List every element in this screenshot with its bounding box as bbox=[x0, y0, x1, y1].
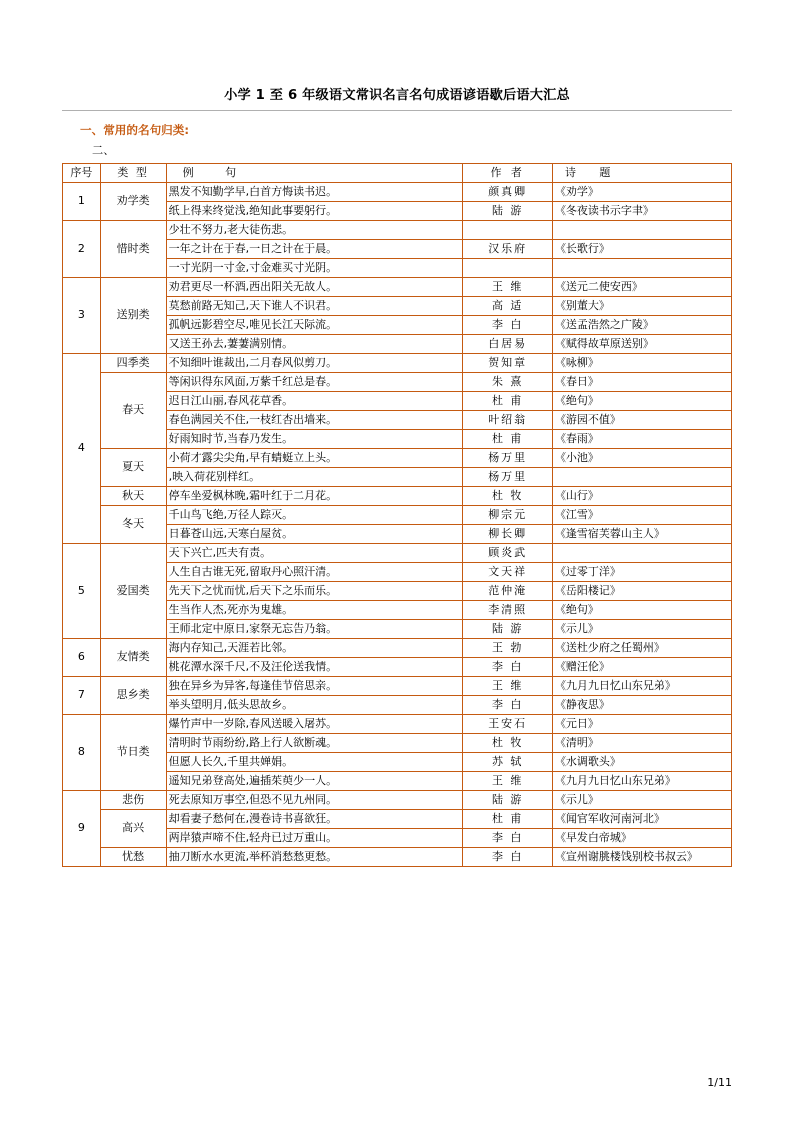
cell-type: 送别类 bbox=[100, 278, 166, 354]
sub-heading: 二、 bbox=[92, 144, 115, 158]
cell-sentence: 孤帆远影碧空尽,唯见长江天际流。 bbox=[166, 316, 463, 335]
cell-sentence: 停车坐爱枫林晚,霜叶红于二月花。 bbox=[166, 487, 463, 506]
table-row bbox=[63, 183, 732, 202]
cell-sentence: 迟日江山丽,春风花草香。 bbox=[166, 392, 463, 411]
cell-poem: 《长歌行》 bbox=[552, 240, 731, 259]
cell-author: 朱 熹 bbox=[463, 373, 553, 392]
cell-author: 柳长卿 bbox=[463, 525, 553, 544]
cell-poem: 《逢雪宿芙蓉山主人》 bbox=[552, 525, 731, 544]
cell-poem: 《元日》 bbox=[552, 715, 731, 734]
cell-author: 李 白 bbox=[463, 316, 553, 335]
column-header-type: 类 型 bbox=[100, 164, 166, 183]
table-row bbox=[63, 487, 732, 506]
cell-no: 5 bbox=[63, 544, 101, 639]
cell-author: 李 白 bbox=[463, 829, 553, 848]
cell-poem: 《早发白帝城》 bbox=[552, 829, 731, 848]
cell-author: 李 白 bbox=[463, 848, 553, 867]
cell-author: 范仲淹 bbox=[463, 582, 553, 601]
cell-poem: 《岳阳楼记》 bbox=[552, 582, 731, 601]
table-row bbox=[63, 848, 732, 867]
cell-sentence: 纸上得来终觉浅,绝知此事要躬行。 bbox=[166, 202, 463, 221]
cell-sentence: 清明时节雨纷纷,路上行人欲断魂。 bbox=[166, 734, 463, 753]
cell-sentence: 人生自古谁无死,留取丹心照汗清。 bbox=[166, 563, 463, 582]
cell-author: 杨万里 bbox=[463, 449, 553, 468]
cell-poem: 《水调歌头》 bbox=[552, 753, 731, 772]
cell-author: 颜真卿 bbox=[463, 183, 553, 202]
cell-poem: 《九月九日忆山东兄弟》 bbox=[552, 772, 731, 791]
cell-author: 王 维 bbox=[463, 677, 553, 696]
cell-sentence: 劝君更尽一杯酒,西出阳关无故人。 bbox=[166, 278, 463, 297]
cell-sentence: 春色满园关不住,一枝红杏出墙来。 bbox=[166, 411, 463, 430]
cell-sentence: 一年之计在于春,一日之计在于晨。 bbox=[166, 240, 463, 259]
cell-no: 7 bbox=[63, 677, 101, 715]
table-row bbox=[63, 449, 732, 468]
cell-sentence: 抽刀断水水更流,举杯消愁愁更愁。 bbox=[166, 848, 463, 867]
cell-author: 王安石 bbox=[463, 715, 553, 734]
cell-type: 思乡类 bbox=[100, 677, 166, 715]
cell-author: 贺知章 bbox=[463, 354, 553, 373]
table-row bbox=[63, 221, 732, 240]
cell-poem: 《送元二使安西》 bbox=[552, 278, 731, 297]
cell-sentence: 两岸猿声啼不住,轻舟已过万重山。 bbox=[166, 829, 463, 848]
cell-type: 夏天 bbox=[100, 449, 166, 487]
cell-poem: 《示儿》 bbox=[552, 791, 731, 810]
cell-sentence: 海内存知己,天涯若比邻。 bbox=[166, 639, 463, 658]
cell-poem bbox=[552, 221, 731, 240]
cell-poem bbox=[552, 259, 731, 278]
cell-author: 杜 甫 bbox=[463, 392, 553, 411]
cell-poem: 《山行》 bbox=[552, 487, 731, 506]
cell-author: 李清照 bbox=[463, 601, 553, 620]
cell-type: 忧愁 bbox=[100, 848, 166, 867]
cell-type: 冬天 bbox=[100, 506, 166, 544]
cell-sentence: 但愿人长久,千里共婵娟。 bbox=[166, 753, 463, 772]
cell-poem: 《静夜思》 bbox=[552, 696, 731, 715]
table-row bbox=[63, 544, 732, 563]
cell-sentence: 又送王孙去,萋萋满别情。 bbox=[166, 335, 463, 354]
column-header-sentence: 例 句 bbox=[166, 164, 463, 183]
cell-poem bbox=[552, 544, 731, 563]
cell-poem: 《闻官军收河南河北》 bbox=[552, 810, 731, 829]
famous-sentences-table bbox=[62, 163, 732, 867]
cell-type: 劝学类 bbox=[100, 183, 166, 221]
cell-type: 惜时类 bbox=[100, 221, 166, 278]
cell-type: 爱国类 bbox=[100, 544, 166, 639]
cell-poem: 《劝学》 bbox=[552, 183, 731, 202]
table-row bbox=[63, 506, 732, 525]
table-header-row bbox=[63, 164, 732, 183]
cell-poem: 《送杜少府之任蜀州》 bbox=[552, 639, 731, 658]
cell-poem: 《小池》 bbox=[552, 449, 731, 468]
table-body bbox=[63, 183, 732, 867]
title-divider bbox=[62, 110, 732, 111]
cell-author: 顾炎武 bbox=[463, 544, 553, 563]
cell-author: 杜 甫 bbox=[463, 430, 553, 449]
table-header bbox=[63, 164, 732, 183]
cell-sentence: 少壮不努力,老大徒伤悲。 bbox=[166, 221, 463, 240]
cell-poem: 《宣州谢朓楼饯别校书叔云》 bbox=[552, 848, 731, 867]
column-header-no: 序号 bbox=[63, 164, 101, 183]
cell-sentence: 王师北定中原日,家祭无忘告乃翁。 bbox=[166, 620, 463, 639]
cell-author: 陆 游 bbox=[463, 791, 553, 810]
cell-poem: 《春日》 bbox=[552, 373, 731, 392]
cell-sentence: 举头望明月,低头思故乡。 bbox=[166, 696, 463, 715]
cell-author: 苏 轼 bbox=[463, 753, 553, 772]
cell-sentence: 千山鸟飞绝,万径人踪灭。 bbox=[166, 506, 463, 525]
table-row bbox=[63, 791, 732, 810]
cell-poem: 《江雪》 bbox=[552, 506, 731, 525]
table-row bbox=[63, 677, 732, 696]
cell-poem: 《过零丁洋》 bbox=[552, 563, 731, 582]
cell-no: 4 bbox=[63, 354, 101, 544]
cell-sentence: 生当作人杰,死亦为鬼雄。 bbox=[166, 601, 463, 620]
table-row bbox=[63, 278, 732, 297]
cell-sentence: 等闲识得东风面,万紫千红总是春。 bbox=[166, 373, 463, 392]
cell-sentence: 日暮苍山远,天寒白屋贫。 bbox=[166, 525, 463, 544]
table-row bbox=[63, 810, 732, 829]
cell-poem: 《绝句》 bbox=[552, 601, 731, 620]
table-row bbox=[63, 354, 732, 373]
cell-type: 友情类 bbox=[100, 639, 166, 677]
cell-no: 9 bbox=[63, 791, 101, 867]
cell-author: 陆 游 bbox=[463, 202, 553, 221]
cell-sentence: ,映入荷花别样红。 bbox=[166, 468, 463, 487]
cell-author: 叶绍翁 bbox=[463, 411, 553, 430]
cell-sentence: 好雨知时节,当春乃发生。 bbox=[166, 430, 463, 449]
cell-author: 高 适 bbox=[463, 297, 553, 316]
cell-type: 高兴 bbox=[100, 810, 166, 848]
cell-sentence: 却看妻子愁何在,漫卷诗书喜欲狂。 bbox=[166, 810, 463, 829]
cell-poem: 《清明》 bbox=[552, 734, 731, 753]
cell-author: 文天祥 bbox=[463, 563, 553, 582]
cell-sentence: 死去原知万事空,但恐不见九州同。 bbox=[166, 791, 463, 810]
page-number: 1/11 bbox=[707, 1076, 732, 1089]
cell-no: 3 bbox=[63, 278, 101, 354]
cell-sentence: 莫愁前路无知己,天下谁人不识君。 bbox=[166, 297, 463, 316]
cell-no: 6 bbox=[63, 639, 101, 677]
cell-sentence: 爆竹声中一岁除,春风送暖入屠苏。 bbox=[166, 715, 463, 734]
cell-author: 汉乐府 bbox=[463, 240, 553, 259]
cell-sentence: 黑发不知勤学早,白首方悔读书迟。 bbox=[166, 183, 463, 202]
column-header-author: 作 者 bbox=[463, 164, 553, 183]
table-row bbox=[63, 639, 732, 658]
cell-poem: 《绝句》 bbox=[552, 392, 731, 411]
cell-author: 陆 游 bbox=[463, 620, 553, 639]
column-header-poem: 诗 题 bbox=[552, 164, 731, 183]
cell-author: 王 维 bbox=[463, 772, 553, 791]
cell-poem: 《示儿》 bbox=[552, 620, 731, 639]
cell-poem: 《别董大》 bbox=[552, 297, 731, 316]
cell-poem: 《赋得故草原送别》 bbox=[552, 335, 731, 354]
cell-sentence: 先天下之忧而忧,后天下之乐而乐。 bbox=[166, 582, 463, 601]
cell-type: 悲伤 bbox=[100, 791, 166, 810]
section-heading: 一、常用的名句归类: bbox=[80, 122, 189, 137]
cell-poem: 《送孟浩然之广陵》 bbox=[552, 316, 731, 335]
cell-sentence: 桃花潭水深千尺,不及汪伦送我情。 bbox=[166, 658, 463, 677]
cell-sentence: 一寸光阴一寸金,寸金难买寸光阴。 bbox=[166, 259, 463, 278]
cell-author bbox=[463, 221, 553, 240]
cell-author: 王 维 bbox=[463, 278, 553, 297]
cell-author: 白居易 bbox=[463, 335, 553, 354]
cell-poem: 《赠汪伦》 bbox=[552, 658, 731, 677]
cell-author: 杨万里 bbox=[463, 468, 553, 487]
cell-author: 杜 牧 bbox=[463, 487, 553, 506]
cell-poem: 《春雨》 bbox=[552, 430, 731, 449]
cell-author bbox=[463, 259, 553, 278]
cell-poem: 《九月九日忆山东兄弟》 bbox=[552, 677, 731, 696]
table-row bbox=[63, 715, 732, 734]
cell-poem: 《冬夜读书示字聿》 bbox=[552, 202, 731, 221]
cell-poem: 《咏柳》 bbox=[552, 354, 731, 373]
cell-author: 杜 牧 bbox=[463, 734, 553, 753]
cell-author: 柳宗元 bbox=[463, 506, 553, 525]
page-title: 小学 1 至 6 年级语文常识名言名句成语谚语歇后语大汇总 bbox=[224, 88, 570, 103]
cell-poem bbox=[552, 468, 731, 487]
cell-no: 1 bbox=[63, 183, 101, 221]
cell-author: 李 白 bbox=[463, 658, 553, 677]
cell-type: 春天 bbox=[100, 373, 166, 449]
cell-poem: 《游园不值》 bbox=[552, 411, 731, 430]
cell-type: 四季类 bbox=[100, 354, 166, 373]
cell-type: 秋天 bbox=[100, 487, 166, 506]
table-row bbox=[63, 373, 732, 392]
cell-sentence: 不知细叶谁裁出,二月春风似剪刀。 bbox=[166, 354, 463, 373]
cell-sentence: 独在异乡为异客,每逢佳节倍思亲。 bbox=[166, 677, 463, 696]
cell-no: 2 bbox=[63, 221, 101, 278]
cell-author: 王 勃 bbox=[463, 639, 553, 658]
cell-sentence: 遥知兄弟登高处,遍插茱萸少一人。 bbox=[166, 772, 463, 791]
cell-author: 杜 甫 bbox=[463, 810, 553, 829]
cell-sentence: 小荷才露尖尖角,早有蜻蜓立上头。 bbox=[166, 449, 463, 468]
cell-no: 8 bbox=[63, 715, 101, 791]
cell-author: 李 白 bbox=[463, 696, 553, 715]
cell-sentence: 天下兴亡,匹夫有责。 bbox=[166, 544, 463, 563]
cell-type: 节日类 bbox=[100, 715, 166, 791]
